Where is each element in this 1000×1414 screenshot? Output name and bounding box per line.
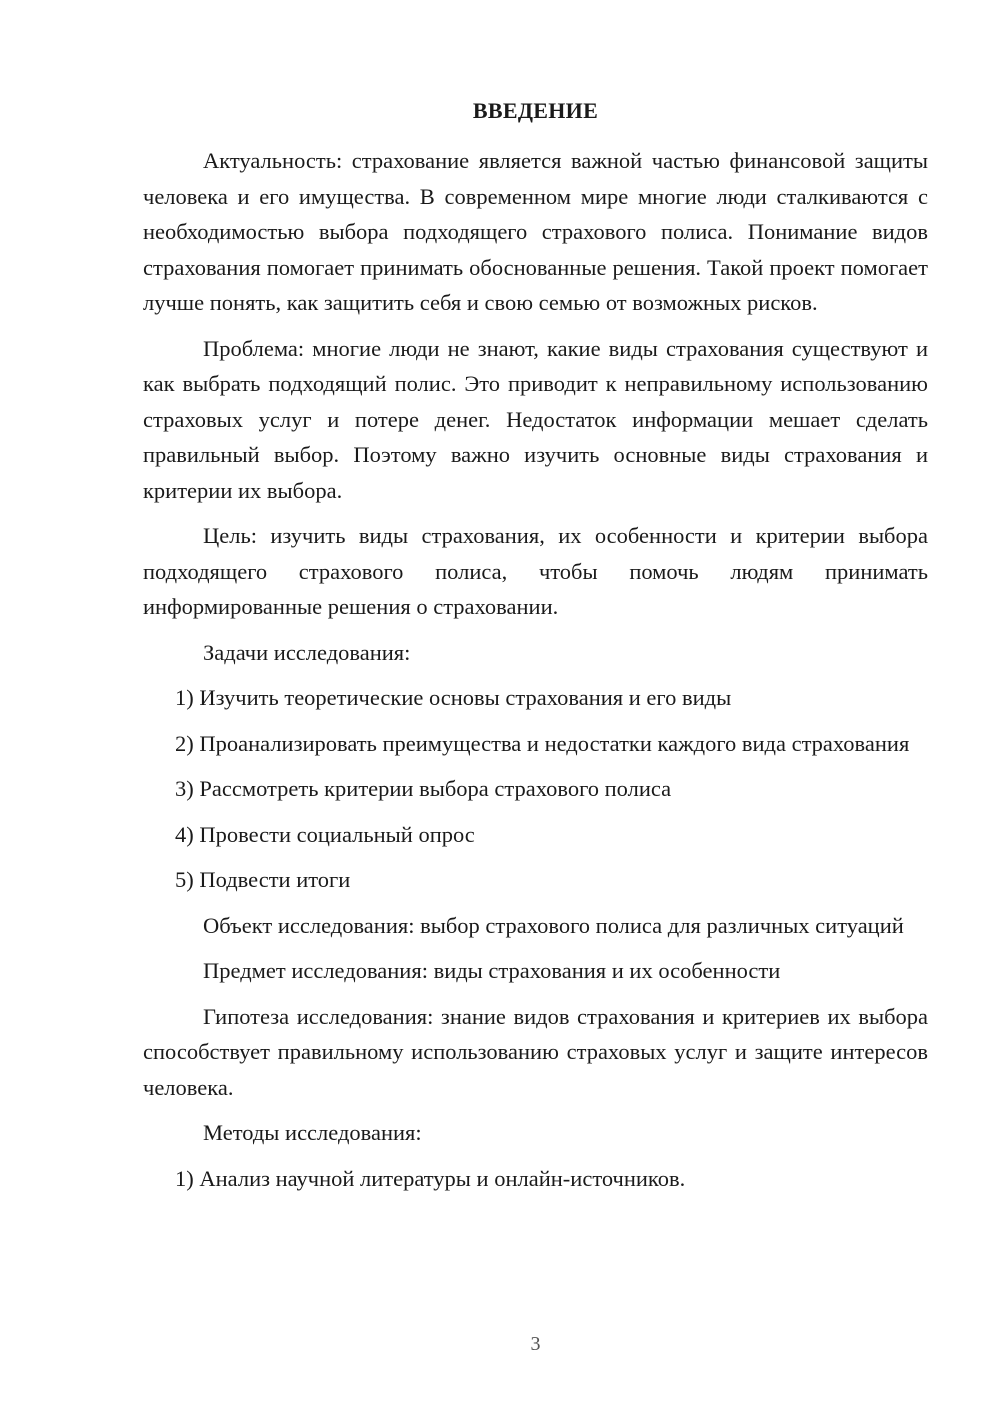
method-item: 1) Анализ научной литературы и онлайн-источников. (175, 1165, 686, 1191)
task-item: 4) Провести социальный опрос (175, 821, 475, 847)
subject-paragraph: Предмет исследования: виды страхования и их особенности (203, 958, 781, 983)
problem-paragraph: Проблема: многие люди не знают, какие виды страхования существуют и как выбрать подходящий полис. Это приводит к неправильному использованию страховых услуг и потере денег. Недостаток информации мешает сделать правильный выбор. Поэтому важно изучить основные виды страхования и критерии их выбора. (143, 335, 928, 503)
task-item: 5) Подвести итоги (175, 867, 351, 892)
task-item: 1) Изучить теоретические основы страхования и его виды (175, 685, 732, 710)
page-number: 3 (530, 1333, 541, 1355)
document-page (143, 0, 928, 1414)
hypothesis-paragraph: Гипотеза исследования: знание видов страхования и критериев их выбора способствует правильному использованию страховых услуг и защите интересов человека. (143, 1003, 928, 1100)
section-heading: ВВЕДЕНИЕ (472, 98, 599, 123)
methods-heading: Методы исследования: (203, 1120, 422, 1145)
task-item: 3) Рассмотреть критерии выбора страхового полиса (175, 776, 672, 801)
document-body (143, 143, 928, 1206)
object-paragraph: Объект исследования: выбор страхового полиса для различных ситуаций (203, 912, 904, 938)
task-item: 2) Проанализировать преимущества и недостатки каждого вида страхования (175, 730, 910, 756)
relevance-paragraph: Актуальность: страхование является важной частью финансовой защиты человека и его имущества. В современном мире многие люди сталкиваются с необходимостью выбора подходящего страхового полиса. Понимание видов страхования помогает принимать обоснованные решения. Такой проект помогает лучше понять, как защитить себя и свою семью от возможных рисков. (143, 148, 928, 315)
tasks-heading: Задачи исследования: (203, 639, 411, 665)
goal-paragraph: Цель: изучить виды страхования, их особенности и критерии выбора подходящего страхового полиса, чтобы помочь людям принимать информированные решения о страховании. (143, 523, 928, 619)
